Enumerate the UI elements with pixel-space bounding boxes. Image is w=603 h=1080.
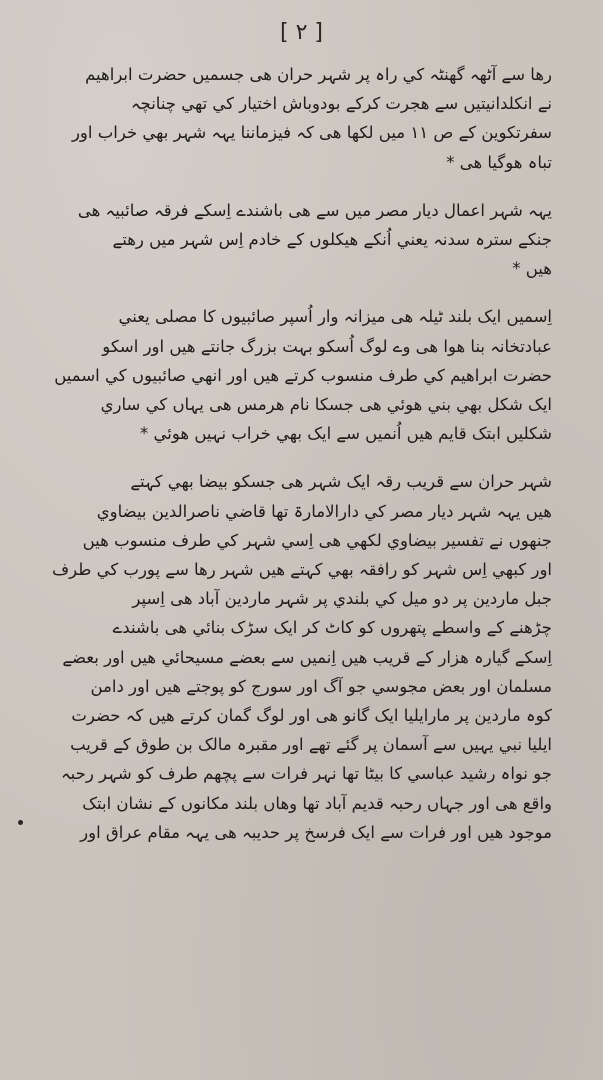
text-line: نے انکلدانیتیں سے ھجرت کرکے بودوباش اختیار کي تھي چنانچہ — [130, 94, 552, 114]
text-line: شہر حران سے قریب رقہ ایک شہر ھی جسکو بیضا بھي کہتے — [130, 472, 552, 492]
text-line: واقع ھی اور جہاں رحبہ قدیم آباد تھا وھاں بلند مکانوں کے نشان ابتک — [82, 793, 552, 813]
text-line: شکلیں ابتک قایم ھیں اُنمیں سے ایک بھي خراب نہیں ھوئي * — [140, 424, 552, 444]
text-line: ایلیا نبي یہیں سے آسمان پر گئے تھے اور مقبرہ مالک بن طوق کے قریب — [70, 735, 552, 755]
text-line: ھیں یہہ شہر دیار مصر کي دارالامارۃ تھا قاضي ناصرالدین بیضاوي — [96, 501, 552, 521]
text-line: جنکے سترہ سدنہ یعني اُنکے ھیکلوں کے خادم اِس شہر میں رھتے — [112, 230, 552, 250]
paragraph — [52, 60, 552, 177]
text-line: حضرت ابراھیم کي طرف منسوب کرتے ھیں اور انھي صائبیوں کي اسمیں — [54, 365, 552, 385]
page-number: [ ۲ ] — [280, 20, 323, 45]
text-line: اور کبھي اِس شہر کو رافقہ بھي کہتے ھیں شہر رھا سے پورب کي طرف — [52, 560, 552, 580]
text-line: مسلمان اور بعض مجوسي جو آگ اور سورج کو پوجتے ھیں اور دامن — [90, 676, 552, 696]
paragraph — [52, 196, 552, 284]
text-line: موجود ھیں اور فرات سے ایک فرسخ پر حدیبہ ھی یہہ مقام عراق اور — [80, 822, 552, 842]
text-line: جبل ماردین پر دو میل کي بلندي پر شہر ماردین آباد ھی اِسپر — [132, 589, 552, 609]
text-line: تباہ ھوگیا ھی * — [446, 152, 552, 172]
text-line: ھیں * — [512, 259, 552, 279]
text-line: جنھوں نے تفسیر بیضاوي لکھي ھی اِسي شہر کي طرف منسوب ھیں — [82, 530, 552, 550]
text-line: یہہ شہر اعمال دیار مصر میں سے ھی باشندے اِسکے فرقہ صائبیہ ھی — [77, 200, 552, 220]
page-body — [52, 60, 552, 847]
text-line: سفرتکوین کے ص ١١ میں لکھا ھی کہ فيزماننا یہہ شہر بھي خراب اور — [71, 123, 552, 143]
text-line: جو نواہ رشید عباسي کا بیٹا تھا نہر فرات سے پچھم طرف کو شہر رحبہ — [61, 764, 552, 784]
paragraph — [52, 467, 552, 847]
text-line: اِسکے گیارہ ھزار کے قریب ھیں اِنمیں سے بعضے مسیحائي ھیں اور بعضے — [62, 647, 552, 667]
text-line: اِسمیں ایک بلند ٹیلہ ھی میزانہ وار اُسپر صائبیوں کا مصلی یعني — [118, 307, 552, 327]
paragraph — [52, 302, 552, 448]
text-line: چڑھنے کے واسطے پتھروں کو کاٹ کر ایک سڑک بنائي ھی باشندے — [112, 618, 552, 638]
text-line: ایک شکل بھي بني ھوئي ھی جسکا نام ھرمس ھی یہاں کي ساري — [100, 395, 552, 415]
text-line: کوہ ماردین پر مارایلیا ایک گانو ھی اور لوگ گمان کرتے ھیں کہ حضرت — [71, 706, 552, 726]
text-line: عبادتخانہ بنا ھوا ھی وے لوگ اُسکو بہت بزرگ جانتے ھیں اور اسکو — [102, 336, 552, 356]
ink-speck — [18, 820, 23, 825]
text-line: رھا سے آٹھہ گھنٹہ کي راہ پر شہر حران ھی جسمیں حضرت ابراھیم — [85, 65, 552, 84]
